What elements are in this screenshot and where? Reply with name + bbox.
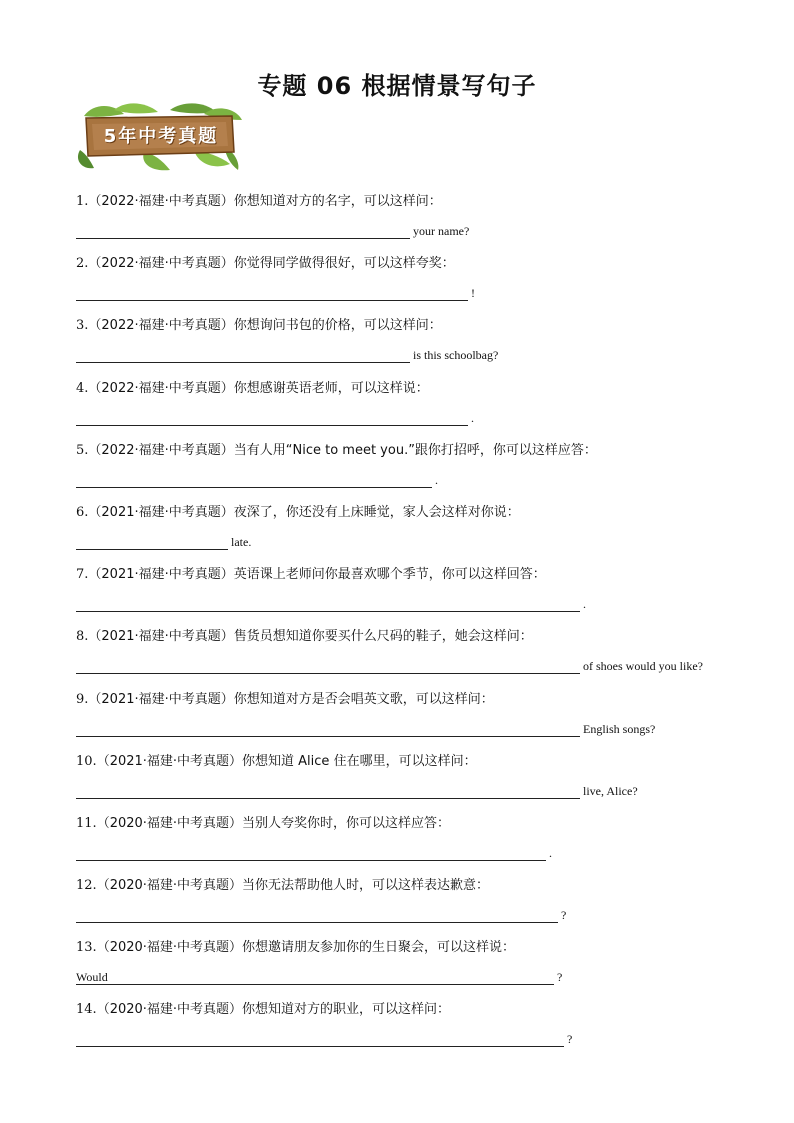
- question-item: [76, 625, 756, 687]
- answer-suffix: is this schoolbag?: [413, 348, 499, 363]
- question-text: （2020·福建·中考真题）你想邀请朋友参加你的生日聚会，可以这样说：: [96, 940, 516, 956]
- answer-row: [76, 908, 566, 923]
- answer-suffix: .: [471, 410, 474, 425]
- question-number: 13.: [76, 940, 97, 956]
- answer-blank[interactable]: [76, 597, 580, 612]
- answer-blank[interactable]: [76, 473, 432, 488]
- answer-suffix: .: [583, 597, 586, 612]
- answer-suffix: ?: [557, 970, 563, 985]
- answer-suffix: English songs?: [583, 721, 656, 736]
- answer-suffix: .: [435, 472, 438, 487]
- answer-blank[interactable]: [76, 411, 468, 426]
- question-number: 11.: [76, 815, 97, 831]
- answer-blank[interactable]: [76, 1032, 564, 1047]
- question-text: （2020·福建·中考真题）你想知道对方的职业，可以这样问：: [96, 1002, 451, 1018]
- question-number: 3.: [76, 318, 89, 334]
- question-item: [76, 314, 756, 376]
- answer-row: [76, 286, 475, 301]
- question-text: （2022·福建·中考真题）你觉得同学做得很好，可以这样夸奖：: [88, 256, 455, 272]
- question-text: （2022·福建·中考真题）当有人用“Nice to meet you.”跟你打招呼，你可以这样应答：: [88, 442, 597, 458]
- answer-blank[interactable]: [76, 846, 546, 861]
- question-item: [76, 190, 756, 252]
- answer-suffix: !: [471, 286, 475, 301]
- question-item: [76, 998, 756, 1060]
- question-number: 5.: [76, 442, 89, 458]
- badge-label: 5年中考真题: [103, 126, 219, 147]
- answer-suffix: ?: [561, 908, 567, 923]
- question-text: （2021·福建·中考真题）售货员想知道你要买什么尺码的鞋子，她会这样问：: [88, 629, 533, 645]
- question-item: [76, 501, 756, 563]
- answer-row: [76, 411, 474, 426]
- question-text: （2021·福建·中考真题）夜深了，你还没有上床睡觉，家人会这样对你说：: [88, 504, 520, 520]
- answer-blank[interactable]: [76, 970, 554, 985]
- answer-row: [76, 473, 438, 488]
- question-number: 4.: [76, 380, 89, 396]
- question-number: 8.: [76, 629, 89, 645]
- answer-suffix: of shoes would you like?: [583, 659, 703, 674]
- question-text: （2021·福建·中考真题）你想知道对方是否会唱英文歌，可以这样问：: [88, 691, 494, 707]
- question-number: 12.: [76, 878, 97, 894]
- answer-row: [76, 597, 586, 612]
- question-number: 9.: [76, 691, 89, 707]
- question-text: （2022·福建·中考真题）你想询问书包的价格，可以这样问：: [88, 318, 442, 334]
- question-text: （2022·福建·中考真题）你想知道对方的名字，可以这样问：: [88, 194, 442, 209]
- question-item: [76, 252, 756, 314]
- question-item: [76, 812, 756, 874]
- question-item: [76, 563, 756, 625]
- answer-suffix: live, Alice?: [583, 783, 638, 798]
- question-number: 1.: [76, 194, 89, 209]
- answer-blank[interactable]: [76, 722, 580, 737]
- answer-row: [76, 970, 562, 985]
- question-item: [76, 439, 756, 501]
- answer-row: [76, 535, 251, 550]
- question-text: （2020·福建·中考真题）当别人夸奖你时，你可以这样应答：: [96, 815, 451, 831]
- question-item: [76, 377, 756, 439]
- page-title: 专题 06 根据情景写句子: [257, 72, 537, 100]
- question-text: （2021·福建·中考真题）英语课上老师问你最喜欢哪个季节，你可以这样回答：: [88, 567, 546, 583]
- question-item: [76, 750, 756, 812]
- answer-suffix: .: [549, 845, 552, 860]
- answer-blank[interactable]: [76, 535, 228, 550]
- question-number: 7.: [76, 567, 89, 583]
- question-item: [76, 936, 756, 998]
- answer-blank[interactable]: [76, 659, 580, 674]
- question-text: （2021·福建·中考真题）你想知道 Alice 住在哪里，可以这样问：: [96, 753, 477, 769]
- question-number: 2.: [76, 256, 89, 272]
- question-item: [76, 688, 756, 750]
- question-item: [76, 874, 756, 936]
- answer-row: [76, 224, 469, 239]
- answer-suffix: ?: [567, 1032, 573, 1047]
- question-list: [76, 190, 756, 1061]
- question-number: 6.: [76, 504, 89, 520]
- question-text: （2020·福建·中考真题）当你无法帮助他人时，可以这样表达歉意：: [96, 878, 490, 894]
- answer-blank[interactable]: [76, 224, 410, 239]
- answer-row: [76, 722, 655, 737]
- answer-row: [76, 1032, 572, 1047]
- answer-row: [76, 348, 498, 363]
- answer-row: [76, 846, 552, 861]
- answer-suffix: your name?: [413, 224, 470, 238]
- answer-suffix: late.: [231, 534, 252, 549]
- answer-row: [76, 784, 638, 799]
- answer-blank[interactable]: [76, 286, 468, 301]
- answer-blank[interactable]: [76, 908, 558, 923]
- answer-row: [76, 659, 703, 674]
- section-badge: [74, 102, 244, 172]
- answer-blank[interactable]: [76, 784, 580, 799]
- answer-prefix: Would: [76, 970, 108, 985]
- answer-blank[interactable]: [76, 348, 410, 363]
- question-number: 14.: [76, 1002, 97, 1018]
- question-number: 10.: [76, 753, 97, 769]
- question-text: （2022·福建·中考真题）你想感谢英语老师，可以这样说：: [88, 380, 429, 396]
